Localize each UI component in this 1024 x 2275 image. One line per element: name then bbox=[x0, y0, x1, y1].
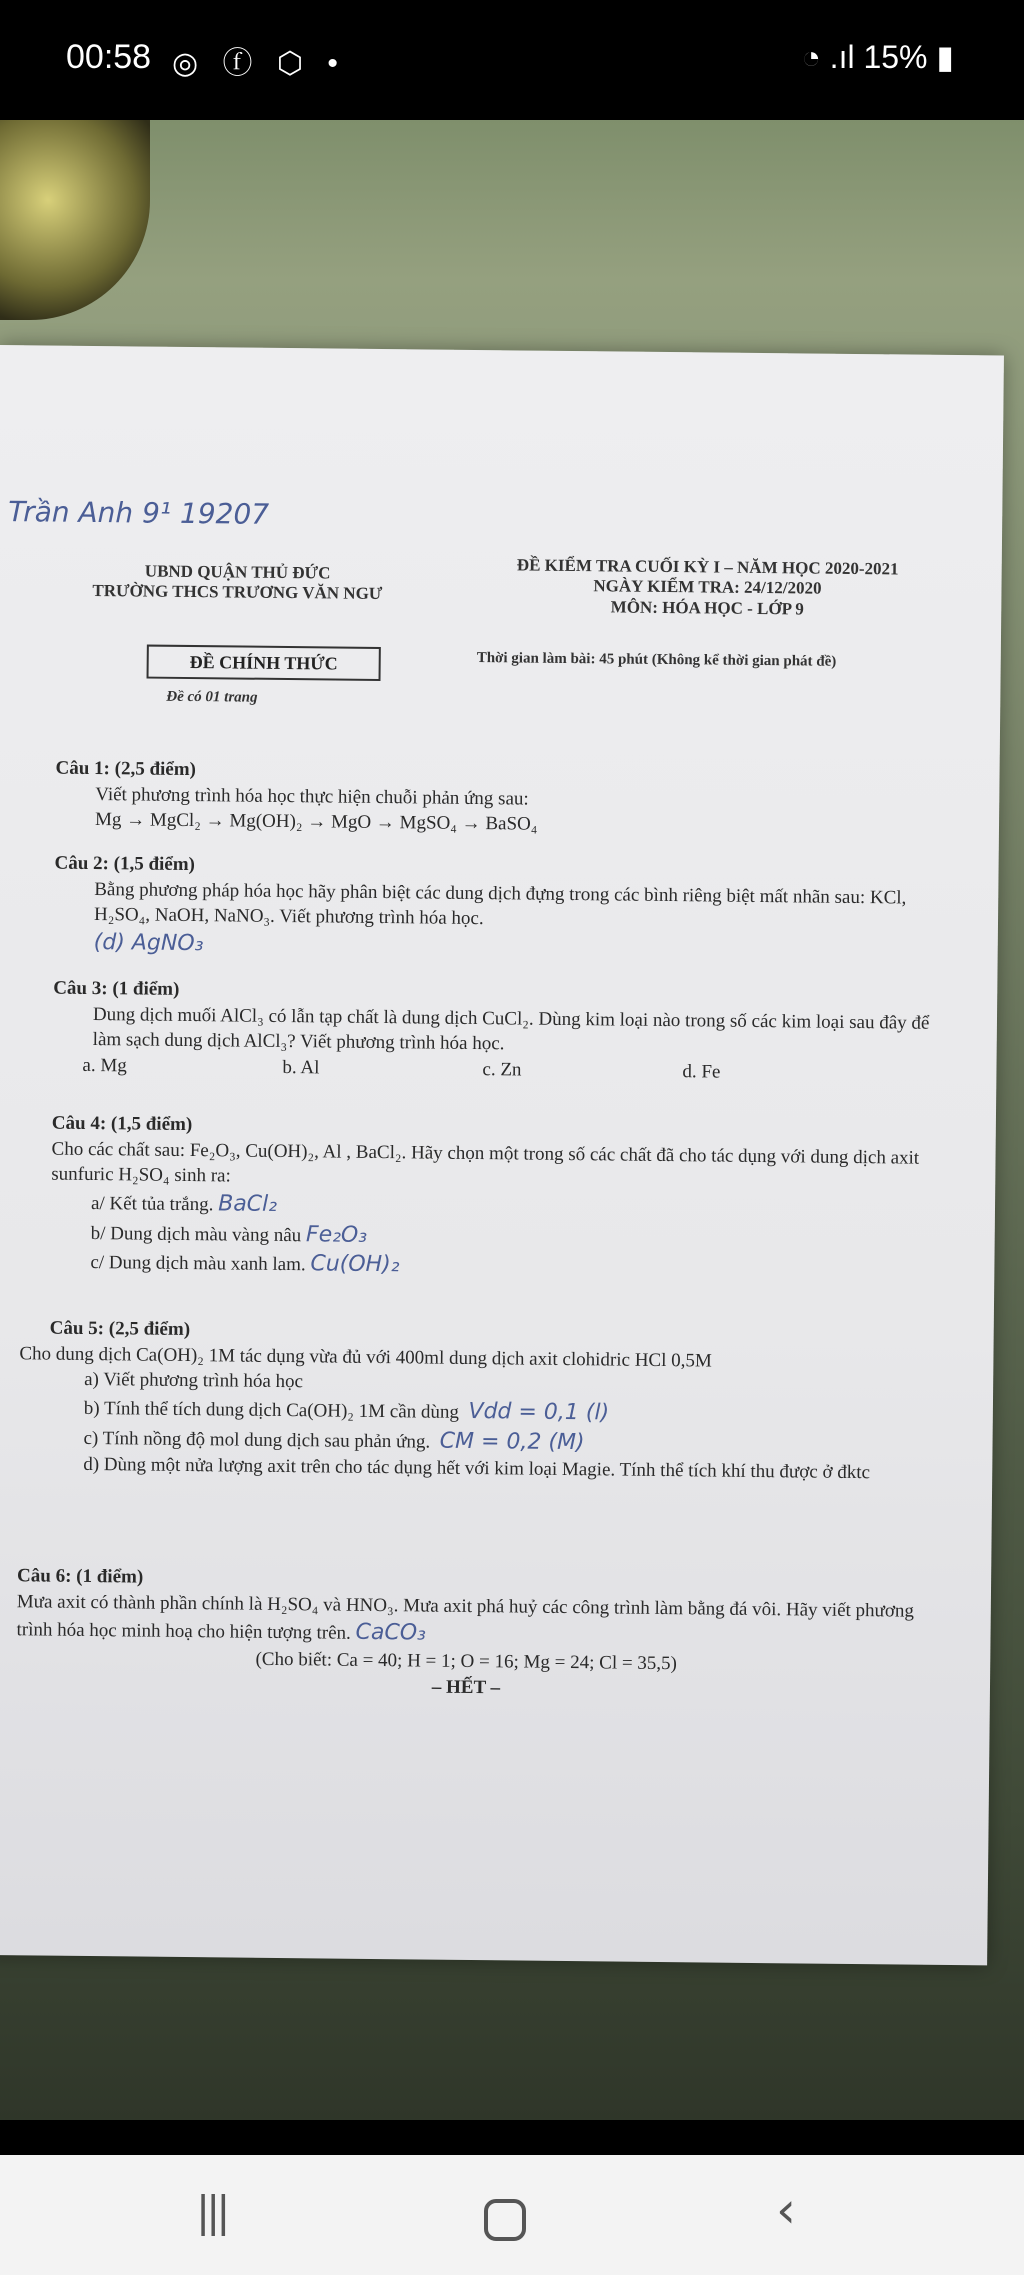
photo-viewer[interactable] bbox=[0, 120, 1024, 2120]
official-label: ĐỀ CHÍNH THỨC bbox=[147, 645, 381, 681]
battery-level: 15% bbox=[863, 39, 928, 75]
question-heading: Câu 3: (1 điểm) bbox=[53, 977, 180, 1000]
status-time: 00:58 bbox=[66, 38, 152, 76]
question-3 bbox=[52, 976, 953, 1088]
battery-indicator bbox=[801, 38, 954, 76]
question-heading: Câu 2: (1,5 điểm) bbox=[54, 852, 196, 876]
end-mark: – HẾT – bbox=[431, 1676, 501, 1698]
battery-icon: ▮ bbox=[927, 39, 954, 75]
option-b: b. Al bbox=[282, 1056, 320, 1079]
handwritten-note: Fe₂O₃ bbox=[305, 1221, 368, 1248]
question-heading: Câu 5: (2,5 điểm) bbox=[49, 1317, 191, 1341]
exam-duration: Thời gian làm bài: 45 phút (Không kể thời gian phát đề) bbox=[476, 650, 837, 670]
question-1 bbox=[55, 756, 956, 842]
school-name: TRƯỜNG THCS TRƯƠNG VĂN NGƯ bbox=[92, 581, 383, 604]
question-heading: Câu 6: (1 điểm) bbox=[17, 1565, 144, 1588]
handwritten-note: Vdd = 0,1 (l) bbox=[468, 1398, 610, 1426]
question-6 bbox=[16, 1563, 917, 1705]
option-a: a. Mg bbox=[82, 1054, 127, 1077]
handwritten-note: (d) AgNO₃ bbox=[93, 929, 204, 957]
wifi-icon: ◔ .ıl bbox=[801, 39, 864, 75]
recents-icon[interactable]: ||| bbox=[196, 2187, 227, 2236]
q5-item-d: d) Dùng một nửa lượng axit trên cho tác dụng hết với kim loại Magie. Tính thể tích khí thu được ở đktc bbox=[83, 1454, 871, 1484]
status-bar bbox=[0, 0, 1024, 120]
q4-item-b: b/ Dung dịch màu vàng nâu Fe₂O₃ bbox=[90, 1221, 368, 1248]
home-icon[interactable] bbox=[484, 2199, 526, 2241]
page-count: Đề có 01 trang bbox=[166, 688, 258, 706]
notification-icons: ◎ ⓕ ⬡ • bbox=[172, 47, 346, 80]
reaction-chain: Mg → MgCl₂ → Mg(OH)₂ → MgO → MgSO₄ → BaSO₄ bbox=[94, 809, 538, 835]
option-c: c. Zn bbox=[482, 1059, 522, 1081]
question-text: Cho các chất sau: Fe₂O₃, Cu(OH)₂, Al , BaCl₂. Hãy chọn một trong số các chất đã cho tác dụng với dung dịch axit sunfuric H₂SO₄ sinh ra: bbox=[51, 1138, 920, 1187]
handwritten-note: BaCl₂ bbox=[218, 1191, 278, 1217]
question-5 bbox=[18, 1315, 920, 1486]
question-text: Cho dung dịch Ca(OH)₂ 1M tác dụng vừa đủ với 400ml dung dịch axit clohidric HCl 0,5M bbox=[19, 1342, 712, 1372]
exam-title: ĐỀ KIỂM TRA CUỐI KỲ I – NĂM HỌC 2020-2021 bbox=[516, 555, 899, 579]
navigation-bar bbox=[0, 2155, 1024, 2275]
handwritten-note: Cu(OH)₂ bbox=[310, 1251, 400, 1278]
exam-subject: MÔN: HÓA HỌC - LỚP 9 bbox=[610, 597, 804, 619]
q4-item-c: c/ Dung dịch màu xanh lam. Cu(OH)₂ bbox=[90, 1251, 400, 1278]
exam-date: NGÀY KIỂM TRA: 24/12/2020 bbox=[593, 576, 822, 599]
district-name: UBND QUẬN THỦ ĐỨC bbox=[144, 561, 331, 583]
handwritten-note: CaCO₃ bbox=[355, 1620, 427, 1646]
question-heading: Câu 1: (2,5 điểm) bbox=[55, 757, 197, 781]
question-text: Bằng phương pháp hóa học hãy phân biệt các dung dịch đựng trong các bình riêng biệt mất nhãn sau: KCl, H₂SO₄, NaOH, NaNO₃. Viết phương trình hóa học. bbox=[93, 878, 907, 930]
question-text: Mưa axit có thành phần chính là H₂SO₄ và HNO₃. Mưa axit phá huỷ các công trình làm bằng đá vôi. Hãy viết phương trình hóa học minh hoạ cho hiện tượng trên. CaCO₃ bbox=[16, 1590, 915, 1646]
header-left bbox=[47, 561, 427, 606]
back-icon[interactable]: ‹ bbox=[776, 2181, 796, 2239]
q5-item-a: a) Viết phương trình hóa học bbox=[84, 1369, 304, 1393]
handwritten-note: CM = 0,2 (M) bbox=[439, 1428, 585, 1455]
header-right bbox=[437, 555, 978, 622]
question-4 bbox=[50, 1111, 952, 1286]
q4-item-a: a/ Kết tủa trắng. BaCl₂ bbox=[90, 1191, 278, 1217]
question-text: Dung dịch muối AlCl₃ có lẫn tạp chất là dung dịch CuCl₂. Dùng kim loại nào trong số các kim loại sau đây để làm sạch dung dịch AlCl₃? Viết phương trình hóa học. bbox=[92, 1003, 930, 1055]
background-object bbox=[0, 120, 150, 320]
question-text: Viết phương trình hóa học thực hiện chuỗi phản ứng sau: bbox=[95, 783, 529, 810]
q5-item-c: c) Tính nồng độ mol dung dịch sau phản ứng. CM = 0,2 (M) bbox=[83, 1427, 585, 1455]
option-d: d. Fe bbox=[682, 1061, 721, 1083]
exam-paper bbox=[0, 345, 1004, 1965]
question-2 bbox=[54, 851, 955, 967]
given-data: (Cho biết: Ca = 40; H = 1; O = 16; Mg = 24; Cl = 35,5) bbox=[255, 1648, 678, 1675]
q5-item-b: b) Tính thể tích dung dịch Ca(OH)₂ 1M cần dùng Vdd = 0,1 (l) bbox=[83, 1397, 610, 1426]
question-heading: Câu 4: (1,5 điểm) bbox=[51, 1112, 193, 1136]
handwritten-name: Trần Anh 9¹ 19207 bbox=[8, 495, 270, 531]
